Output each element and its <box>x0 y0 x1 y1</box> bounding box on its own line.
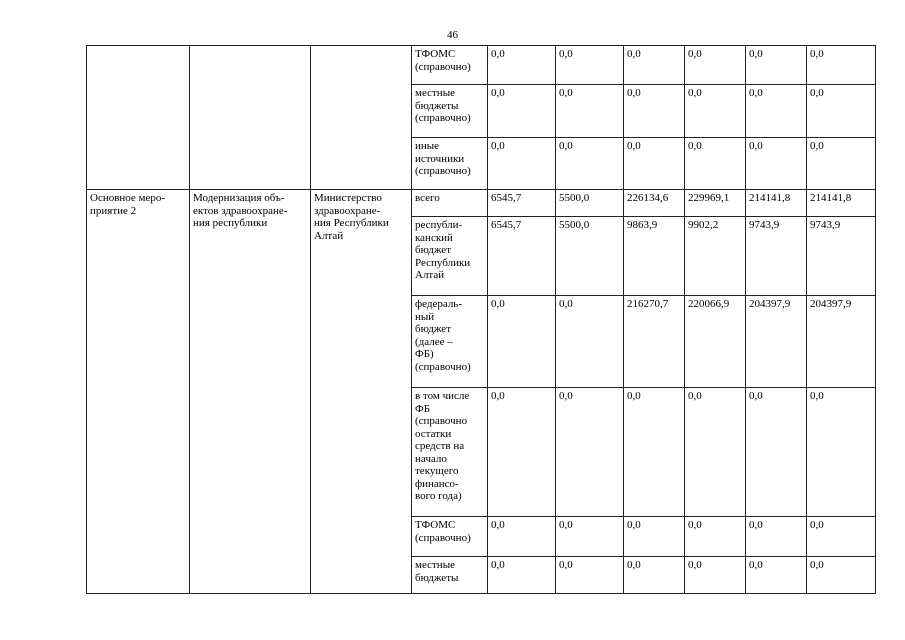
value-cell: 0,0 <box>556 46 624 85</box>
funding-source-cell: иные источники (справочно) <box>412 138 488 190</box>
value-cell: 0,0 <box>746 85 807 138</box>
activity-name-cell: Модернизация объ- ектов здравоохране- ния республики <box>190 190 311 594</box>
value-cell: 220066,9 <box>685 296 746 388</box>
value-cell: 0,0 <box>556 557 624 594</box>
value-cell: 6545,7 <box>488 217 556 296</box>
value-cell: 0,0 <box>746 388 807 517</box>
funding-source-cell: местные бюджеты (справочно) <box>412 85 488 138</box>
value-cell: 0,0 <box>807 85 876 138</box>
value-cell: 0,0 <box>685 388 746 517</box>
value-cell: 0,0 <box>685 557 746 594</box>
funding-source-cell: ТФОМС (справочно) <box>412 46 488 85</box>
value-cell: 0,0 <box>685 138 746 190</box>
value-cell: 0,0 <box>807 138 876 190</box>
value-cell: 0,0 <box>624 388 685 517</box>
value-cell: 0,0 <box>807 517 876 557</box>
table-row <box>87 190 876 217</box>
value-cell: 0,0 <box>488 138 556 190</box>
value-cell: 0,0 <box>746 46 807 85</box>
value-cell: 0,0 <box>556 517 624 557</box>
value-cell: 0,0 <box>624 557 685 594</box>
program-finance-table <box>86 45 876 594</box>
value-cell: 6545,7 <box>488 190 556 217</box>
value-cell: 0,0 <box>807 557 876 594</box>
value-cell: 0,0 <box>556 388 624 517</box>
value-cell: 0,0 <box>624 138 685 190</box>
value-cell: 204397,9 <box>746 296 807 388</box>
value-cell: 0,0 <box>488 85 556 138</box>
funding-source-cell: республи- канский бюджет Республики Алтай <box>412 217 488 296</box>
value-cell: 5500,0 <box>556 217 624 296</box>
value-cell: 0,0 <box>556 296 624 388</box>
value-cell: 0,0 <box>488 296 556 388</box>
value-cell: 0,0 <box>624 85 685 138</box>
executor-cell-empty <box>311 46 412 190</box>
value-cell: 214141,8 <box>807 190 876 217</box>
value-cell: 0,0 <box>685 517 746 557</box>
value-cell: 0,0 <box>624 517 685 557</box>
value-cell: 9902,2 <box>685 217 746 296</box>
status-cell-empty <box>87 46 190 190</box>
value-cell: 0,0 <box>556 85 624 138</box>
value-cell: 0,0 <box>746 138 807 190</box>
value-cell: 226134,6 <box>624 190 685 217</box>
value-cell: 0,0 <box>807 388 876 517</box>
value-cell: 9863,9 <box>624 217 685 296</box>
executor-cell: Министерство здравоохране- ния Республики Алтай <box>311 190 412 594</box>
funding-source-cell: всего <box>412 190 488 217</box>
value-cell: 0,0 <box>746 517 807 557</box>
value-cell: 0,0 <box>685 85 746 138</box>
value-cell: 0,0 <box>488 517 556 557</box>
funding-source-cell: ТФОМС (справочно) <box>412 517 488 557</box>
value-cell: 229969,1 <box>685 190 746 217</box>
value-cell: 0,0 <box>488 557 556 594</box>
status-cell: Основное меро- приятие 2 <box>87 190 190 594</box>
value-cell: 0,0 <box>488 388 556 517</box>
value-cell: 0,0 <box>685 46 746 85</box>
value-cell: 0,0 <box>746 557 807 594</box>
page-number: 46 <box>447 29 458 41</box>
activity-name-cell-empty <box>190 46 311 190</box>
funding-source-cell: местные бюджеты <box>412 557 488 594</box>
value-cell: 204397,9 <box>807 296 876 388</box>
value-cell: 214141,8 <box>746 190 807 217</box>
value-cell: 0,0 <box>488 46 556 85</box>
value-cell: 5500,0 <box>556 190 624 217</box>
value-cell: 216270,7 <box>624 296 685 388</box>
funding-source-cell: в том числе ФБ (справочно остатки средств на начало текущего финансо- вого года) <box>412 388 488 517</box>
value-cell: 0,0 <box>556 138 624 190</box>
value-cell: 9743,9 <box>746 217 807 296</box>
value-cell: 0,0 <box>624 46 685 85</box>
value-cell: 0,0 <box>807 46 876 85</box>
funding-source-cell: федераль- ный бюджет (далее – ФБ) (справочно) <box>412 296 488 388</box>
value-cell: 9743,9 <box>807 217 876 296</box>
table-row <box>87 46 876 85</box>
